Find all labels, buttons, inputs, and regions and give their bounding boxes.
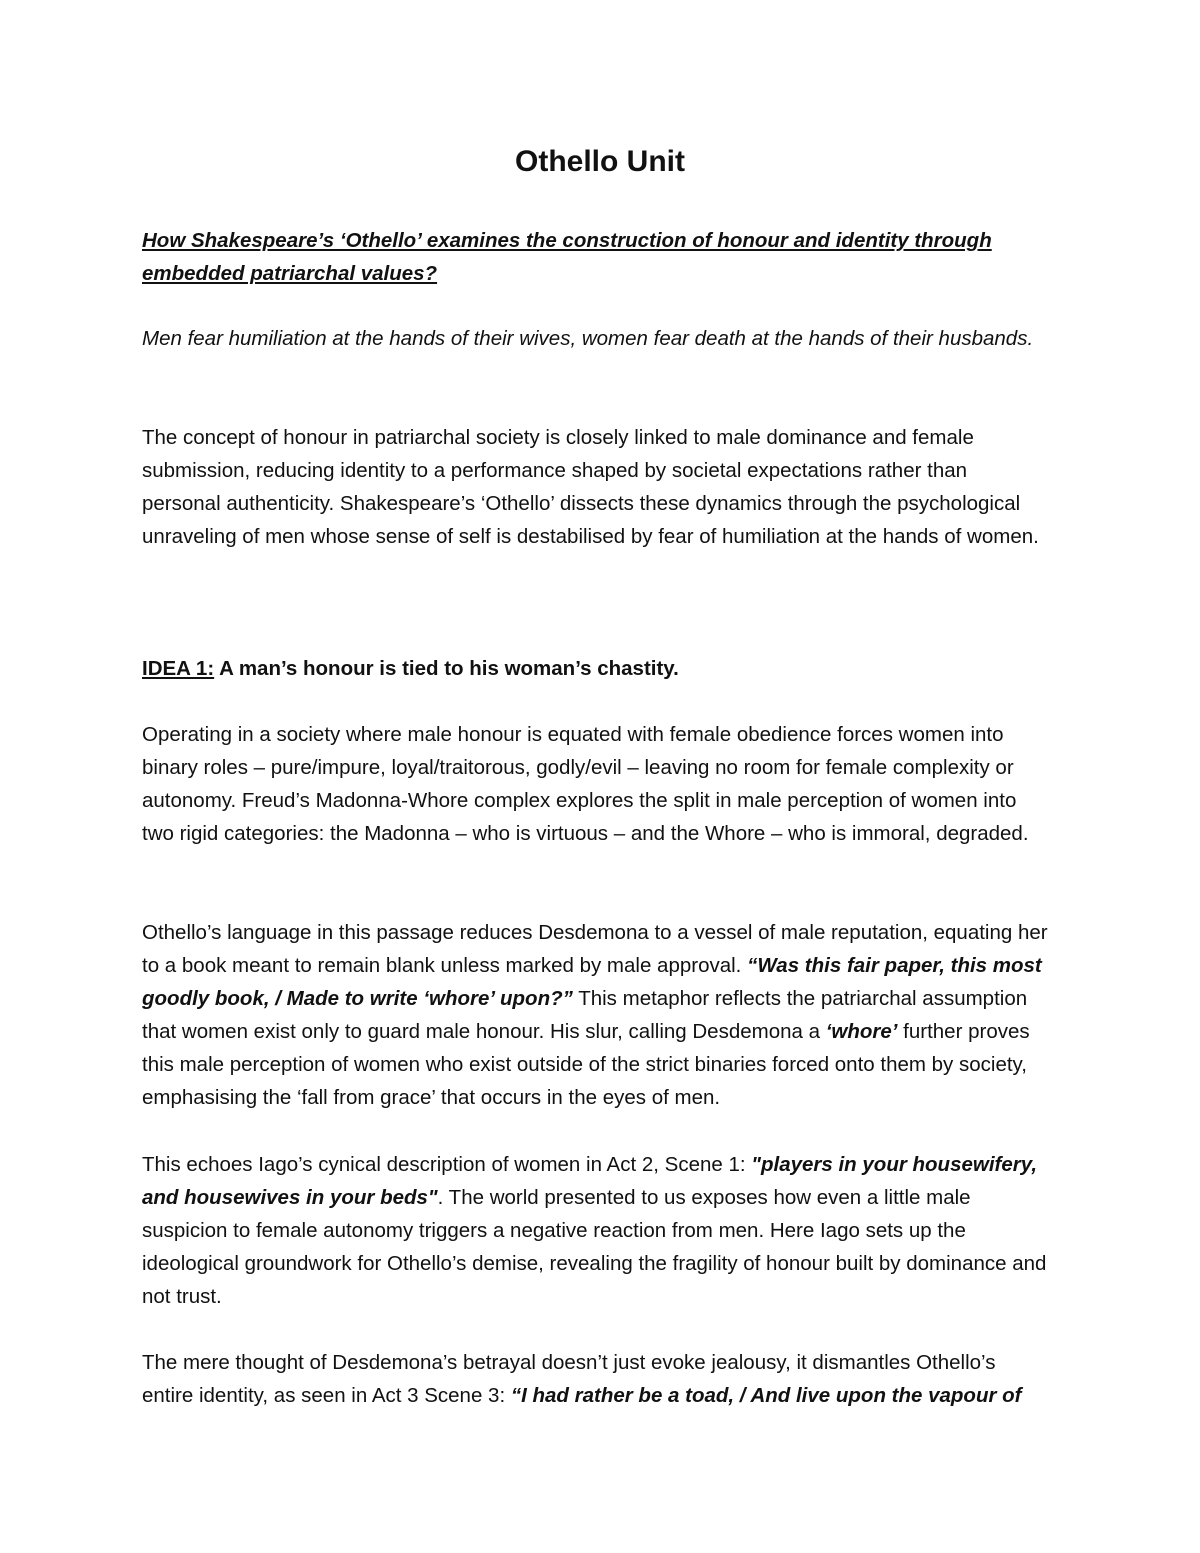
body-paragraph-3 [142, 1148, 1050, 1313]
idea-label: IDEA 1: [142, 657, 215, 680]
idea-text: A man’s honour is tied to his woman’s chastity. [214, 657, 679, 680]
idea-heading [142, 652, 1050, 685]
paragraph-text: This metaphor reflects the patriarchal assumption that women exist only to guard male honour. His slur, calling Desdemona a [142, 987, 1028, 1043]
paragraph-text: Othello’s language in this passage reduces Desdemona to a vessel of male reputation, equating her to a book meant to remain blank unless marked by male approval. [142, 921, 1048, 977]
paragraph-text: The mere thought of Desdemona’s betrayal doesn’t just evoke jealousy, it dismantles Othello’s entire identity, as seen in Act 3 Scene 3: [142, 1351, 996, 1407]
paragraph-text: This echoes Iago’s cynical description of women in Act 2, Scene 1: [142, 1153, 752, 1176]
essay-question: How Shakespeare’s ‘Othello’ examines the construction of honour and identity through embedded patriarchal values? [142, 229, 992, 285]
epigraph: Men fear humiliation at the hands of their wives, women fear death at the hands of their husbands. [142, 327, 1034, 350]
page-title: Othello Unit [515, 145, 685, 178]
intro-paragraph: The concept of honour in patriarchal society is closely linked to male dominance and female submission, reducing identity to a performance shaped by societal expectations rather than personal authenticity. Shakespeare’s ‘Othello’ dissects these dynamics through the psychological unraveling of men whose sense of self is destabilised by fear of humiliation at the hands of women. [142, 426, 1039, 548]
quotation: ‘whore’ [825, 1020, 898, 1043]
body-paragraph-4 [142, 1346, 1050, 1412]
quotation: “I had rather be a toad, / And live upon the vapour of [510, 1384, 1022, 1407]
paragraph-text: further proves this male perception of women who exist outside of the strict binaries forced onto them by society, emphasising the ‘fall from grace’ that occurs in the eyes of men. [142, 1020, 1030, 1109]
paragraph-text: . The world presented to us exposes how even a little male suspicion to female autonomy triggers a negative reaction from men. Here Iago sets up the ideological groundwork for Othello’s demise, revealing the fragility of honour built by dominance and not trust. [142, 1186, 1047, 1308]
quotation: “Was this fair paper, this most goodly book, / Made to write ‘whore’ upon?” [142, 954, 1042, 1010]
body-paragraph-1: Operating in a society where male honour is equated with female obedience forces women into binary roles – pure/impure, loyal/traitorous, godly/evil – leaving no room for female complexity or autonomy. Freud’s Madonna-Whore complex explores the split in male perception of women into two rigid categories: the Madonna – who is virtuous – and the Whore – who is immoral, degraded. [142, 723, 1029, 845]
quotation: "players in your housewifery, and housewives in your beds" [142, 1153, 1038, 1209]
body-paragraph-2 [142, 916, 1050, 1114]
